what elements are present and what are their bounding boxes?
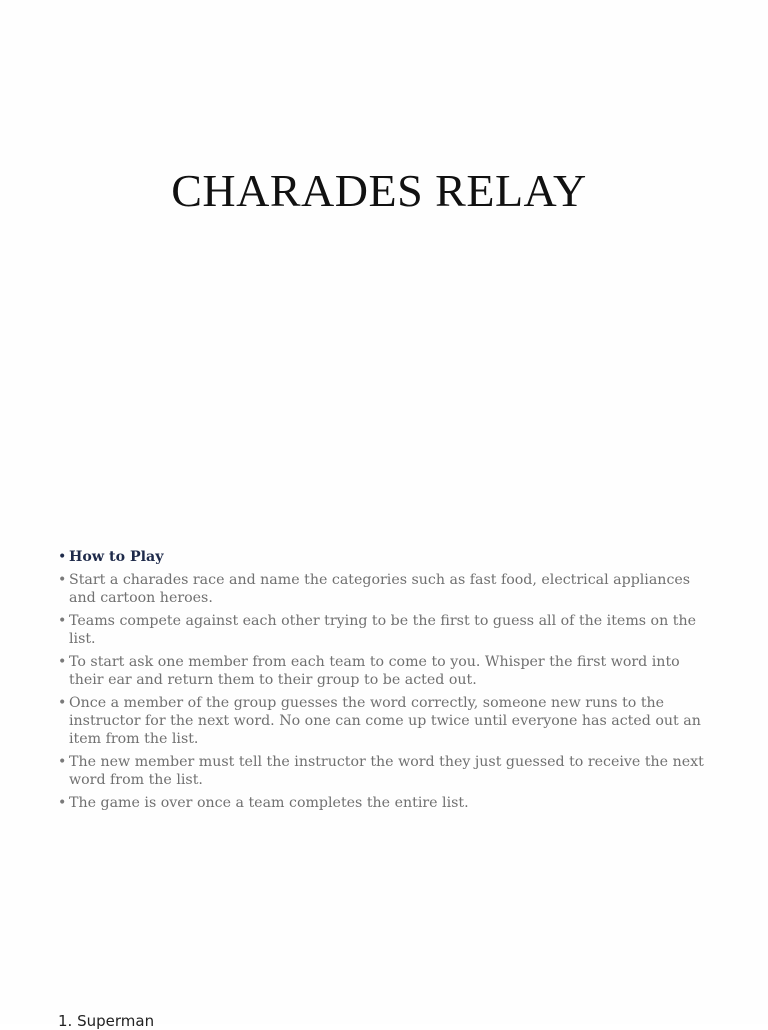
bullet-icon: • — [58, 795, 67, 811]
instructions-list — [58, 548, 708, 817]
list-item — [58, 753, 708, 789]
bullet-icon: • — [58, 754, 67, 770]
list-item-text: Teams compete against each other trying to be the first to guess all of the items on the list. — [69, 613, 696, 647]
page-title: CHARADES RELAY — [171, 165, 587, 216]
list-item — [58, 794, 708, 812]
list-item-text: The new member must tell the instructor the word they just guessed to receive the next word from the list. — [69, 754, 704, 788]
word-list-first-item: 1. Superman — [58, 1012, 155, 1030]
list-item — [58, 571, 708, 607]
bullet-icon: • — [58, 654, 67, 670]
instructions-heading-item — [58, 548, 708, 566]
instructions-heading: How to Play — [69, 549, 164, 565]
list-item — [58, 612, 708, 648]
list-item — [58, 694, 708, 748]
list-item-text: Once a member of the group guesses the word correctly, someone new runs to the instructor for the next word. No one can come up twice until everyone has acted out an item from the list. — [69, 695, 701, 747]
bullet-icon: • — [58, 613, 67, 629]
list-item-text: The game is over once a team completes the entire list. — [69, 795, 469, 811]
list-item-text: Start a charades race and name the categories such as fast food, electrical appliances and cartoon heroes. — [69, 572, 691, 606]
list-item-text: To start ask one member from each team to come to you. Whisper the first word into their ear and return them to their group to be acted out. — [69, 654, 680, 688]
bullet-icon: • — [58, 572, 67, 588]
bullet-icon: • — [58, 549, 67, 565]
bullet-icon: • — [58, 695, 67, 711]
list-item — [58, 653, 708, 689]
